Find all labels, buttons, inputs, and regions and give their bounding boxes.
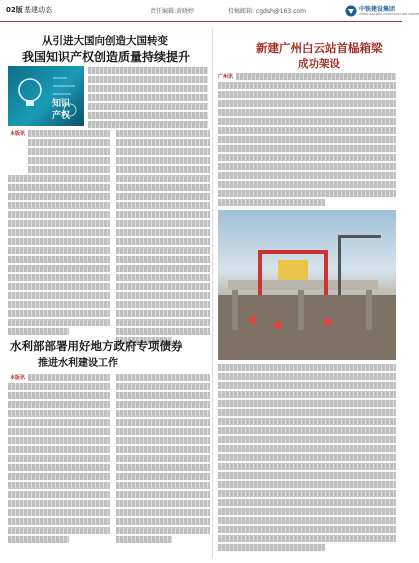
caption-1: 本版讯 [10,131,26,137]
column-divider [212,28,213,558]
article-3-body-left [28,374,110,383]
article-2-body-bottom [218,364,396,553]
page-header [0,0,419,22]
article-1-body-top [88,67,208,130]
brand-subtitle: CHINA RAILWAY CONSTRUCTION GROUP [359,12,419,16]
photo-text-2: 产权 [52,111,71,121]
brand-logo [345,3,419,19]
ip-photo [8,66,84,126]
article-3-title-line2: 推进水利建设工作 [38,358,118,369]
photo-text-1: 知识 [52,99,71,109]
contact-email: 投稿邮箱: cgdsh@163.com [228,8,306,15]
article-1-body-left-2 [8,175,110,337]
lightbulb-icon [8,66,84,126]
bridge-photo [218,210,396,360]
article-1-title-line2: 我国知识产权创造质量持续提升 [22,50,191,64]
caption-2: 广州讯 [218,74,234,80]
editor-info: 责任编辑:黄晓婷 [150,8,195,15]
construction-scene [218,210,396,360]
article-1-body-right [116,130,210,346]
caption-3: 本版讯 [10,375,26,381]
brand-name: 中铁建设集团 [359,6,396,13]
article-3-title-line1: 水利部部署用好地方政府专项债券 [10,339,183,353]
page-number: 02版 [6,6,23,14]
article-3-body-left-2 [8,383,110,545]
section-name: 基建动态 [24,6,52,14]
article-2-body-top [236,73,396,82]
article-2-title-line2: 成功架设 [298,58,340,70]
article-3-body-right [116,374,210,545]
article-2-body-top-2 [218,82,396,208]
article-1-title-line1: 从引进大国向创造大国转变 [42,35,168,47]
article-1-body-left [28,130,110,175]
brand-mark-icon [345,5,357,17]
article-2-title-line1: 新建广州白云站首榀箱梁 [256,41,383,55]
